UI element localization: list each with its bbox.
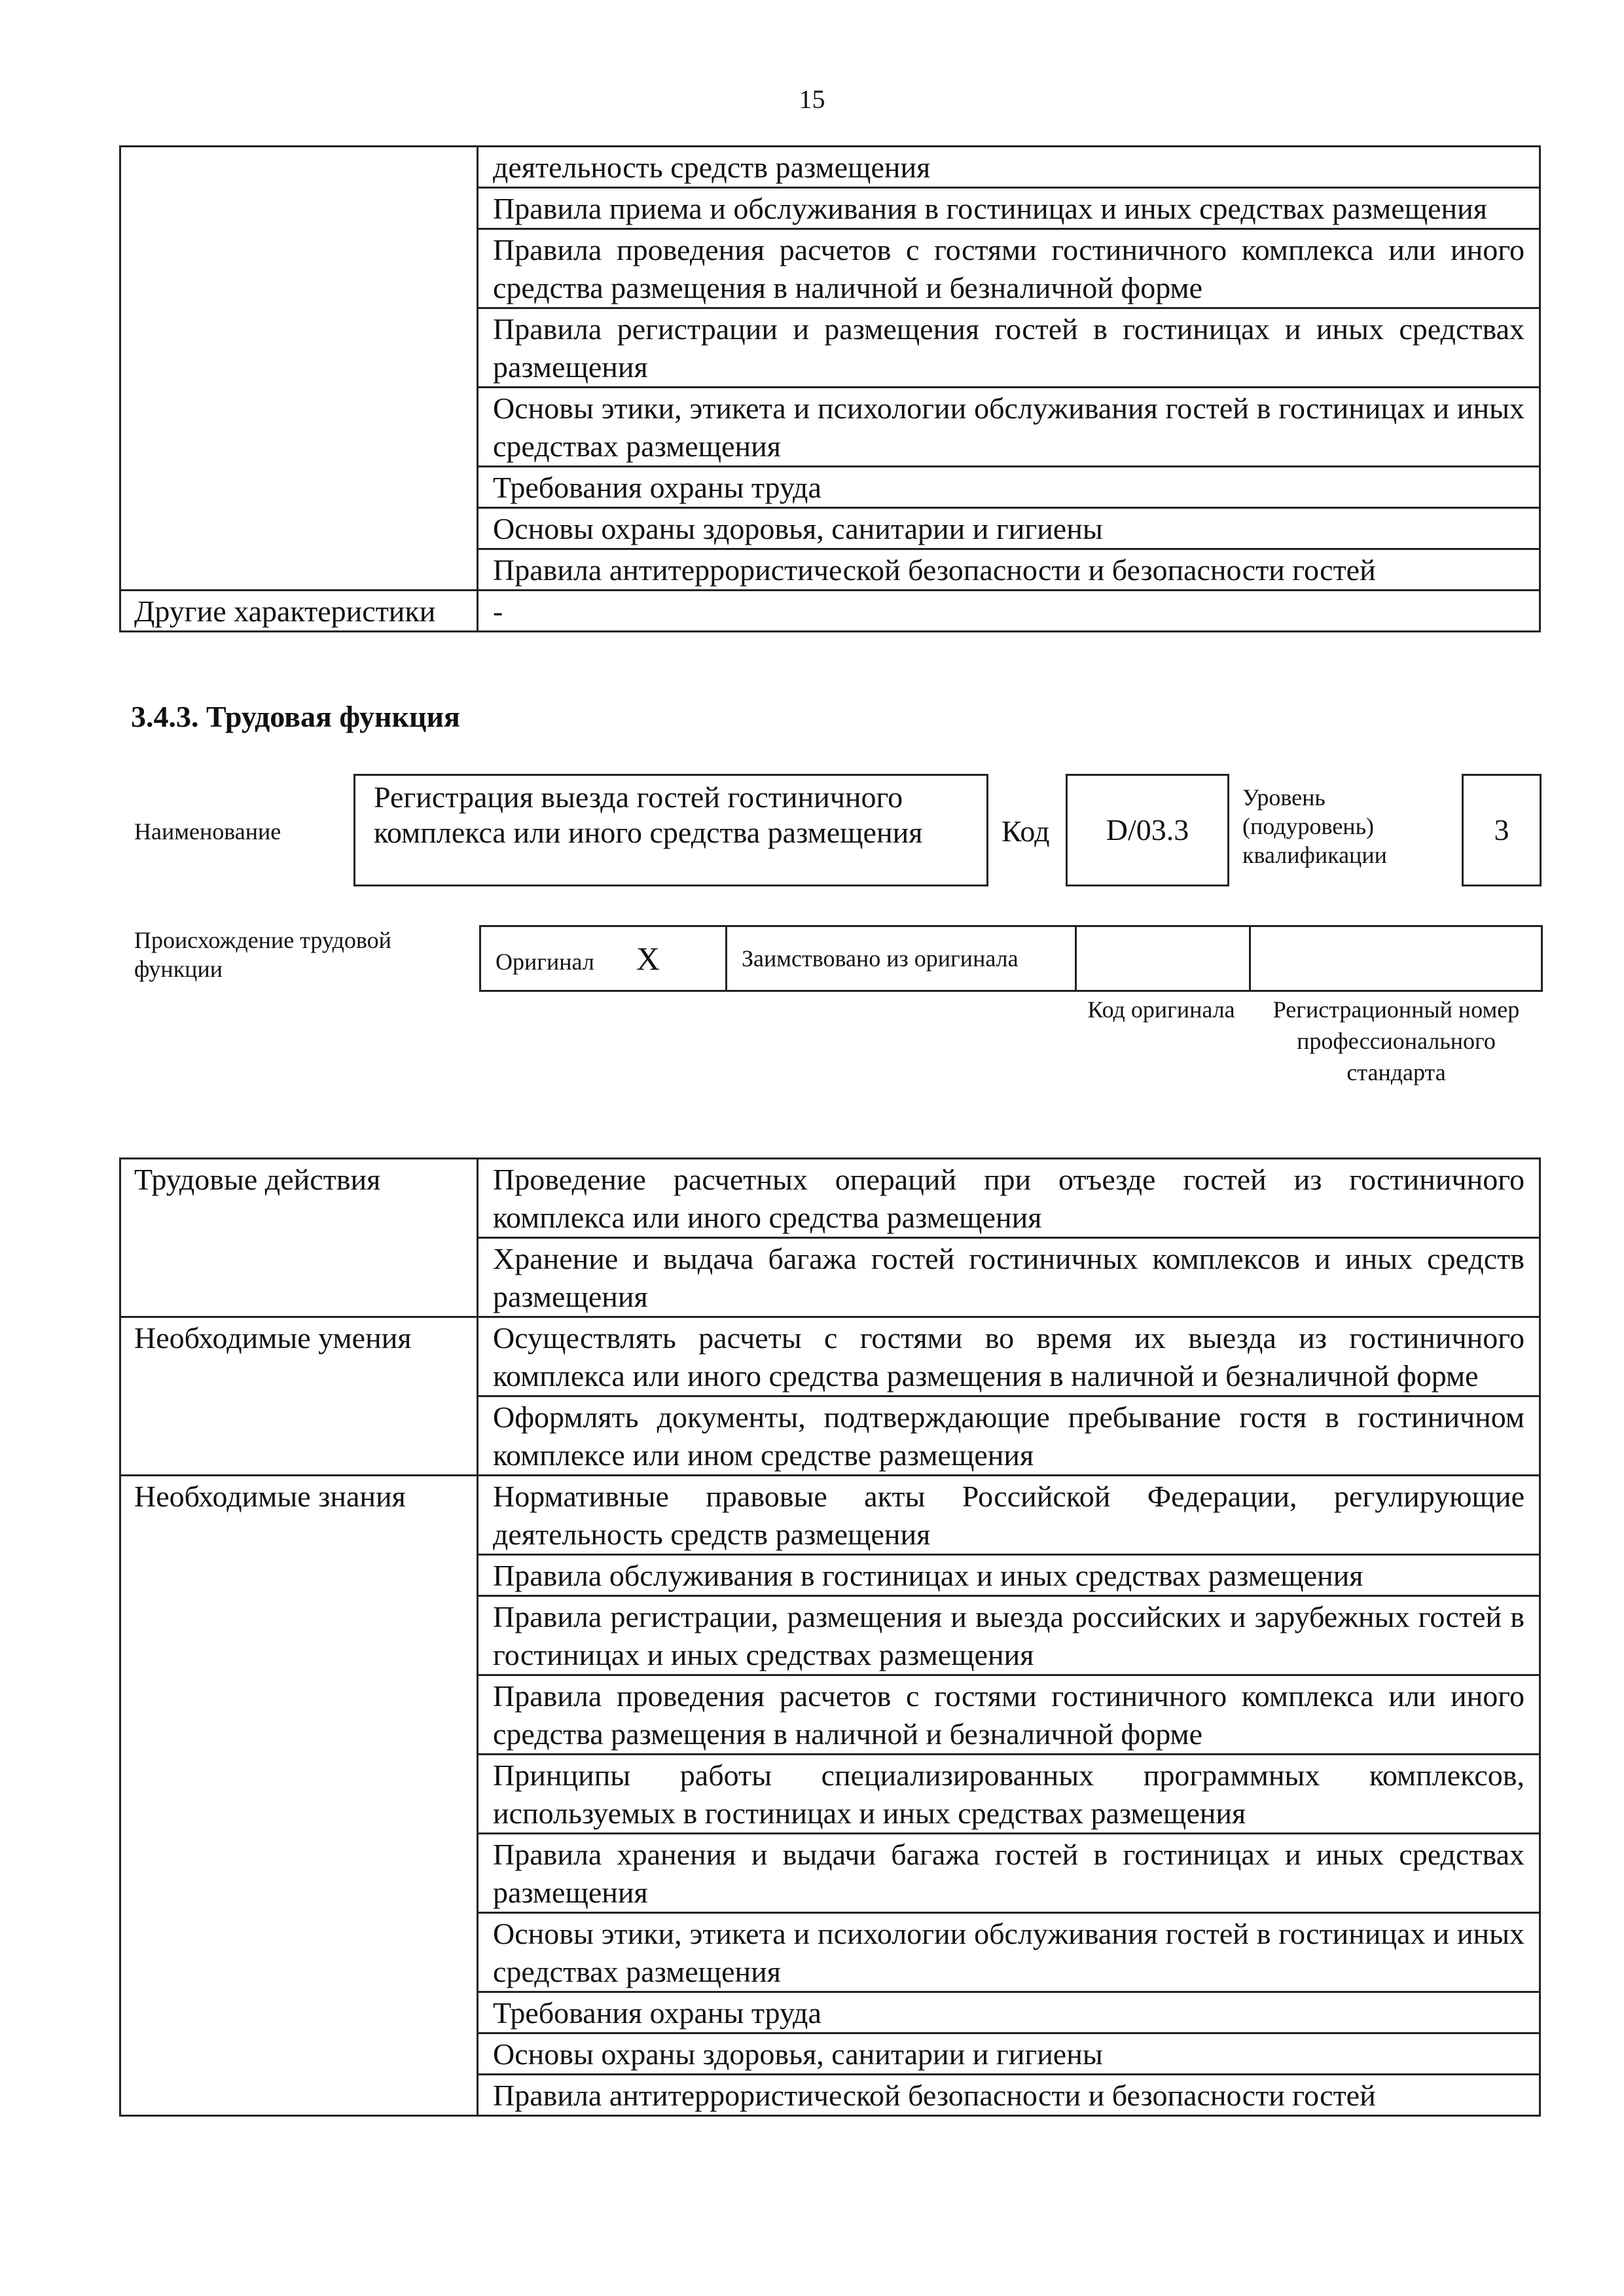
table-cell: Правила хранения и выдачи багажа гостей в гостиницах и иных средствах размещения	[478, 1834, 1540, 1913]
table-row	[120, 1317, 1540, 1396]
table-cell: Основы охраны здоровья, санитарии и гигиены	[478, 508, 1540, 549]
registration-number-caption: Регистрационный номер профессионального стандарта	[1272, 996, 1520, 1085]
function-name-value: Регистрация выезда гостей гостиничного комплекса или иного средства размещения	[353, 774, 988, 886]
empty-label-cell	[120, 147, 478, 591]
labor-actions-label: Трудовые действия	[120, 1159, 478, 1317]
labor-function-table	[119, 1157, 1541, 2117]
table-cell: Проведение расчетных операций при отъезде гостей из гостиничного комплекса или иного средства размещения	[478, 1159, 1540, 1238]
table-cell: Осуществлять расчеты с гостями во время их выезда из гостиничного комплекса или иного средства размещения в наличной и безналичной форме	[478, 1317, 1540, 1396]
table-cell: Правила обслуживания в гостиницах и иных средствах размещения	[478, 1555, 1540, 1596]
table-cell: Правила регистрации, размещения и выезда российских и зарубежных гостей в гостиницах и иных средствах размещения	[478, 1596, 1540, 1675]
section-title: 3.4.3. Трудовая функция	[131, 700, 460, 733]
borrowed-label: Заимствовано из оригинала	[742, 945, 1019, 972]
qualification-level-label: Уровень (подуровень) квалификации	[1242, 784, 1387, 868]
original-code-cell	[1076, 926, 1250, 991]
name-label: Наименование	[134, 818, 281, 845]
table-cell: Принципы работы специализированных программных комплексов, используемых в гостиницах и иных средствах размещения	[478, 1755, 1540, 1834]
knowledge-continuation-table	[119, 145, 1541, 632]
original-cell	[480, 926, 727, 991]
table-cell: Правила проведения расчетов с гостями гостиничного комплекса или иного средства размещения в наличной и безналичной форме	[478, 229, 1540, 308]
table-cell: Основы охраны здоровья, санитарии и гигиены	[478, 2033, 1540, 2075]
qualification-level-value: 3	[1462, 774, 1542, 886]
table-cell: Оформлять документы, подтверждающие пребывание гостя в гостиничном комплексе или ином средстве размещения	[478, 1396, 1540, 1476]
table-cell: Правила антитеррористической безопасности и безопасности гостей	[478, 2075, 1540, 2116]
origin-table	[479, 925, 1543, 992]
function-code-value: D/03.3	[1066, 774, 1229, 886]
table-cell: Требования охраны труда	[478, 1992, 1540, 2033]
original-mark: X	[636, 940, 660, 977]
original-label: Оригинал	[496, 949, 594, 975]
origin-label: Происхождение трудовой функции	[134, 927, 391, 982]
table-cell: Правила регистрации и размещения гостей в гостиницах и иных средствах размещения	[478, 308, 1540, 388]
registration-number-cell	[1250, 926, 1542, 991]
table-row	[120, 147, 1540, 188]
table-cell: Правила антитеррористической безопасности и безопасности гостей	[478, 549, 1540, 591]
table-row	[120, 1159, 1540, 1238]
table-cell: Основы этики, этикета и психологии обслуживания гостей в гостиницах и иных средствах размещения	[478, 1913, 1540, 1992]
code-label: Код	[1001, 814, 1050, 848]
original-code-caption: Код оригинала	[1087, 996, 1235, 1023]
borrowed-cell	[727, 926, 1076, 991]
table-cell: Хранение и выдача багажа гостей гостиничных комплексов и иных средств размещения	[478, 1238, 1540, 1317]
page-number: 15	[799, 84, 825, 114]
table-cell: Основы этики, этикета и психологии обслуживания гостей в гостиницах и иных средствах размещения	[478, 388, 1540, 467]
required-skills-label: Необходимые умения	[120, 1317, 478, 1476]
other-characteristics-label: Другие характеристики	[120, 591, 478, 632]
table-cell: Правила проведения расчетов с гостями гостиничного комплекса или иного средства размещения в наличной и безналичной форме	[478, 1675, 1540, 1755]
table-cell: Требования охраны труда	[478, 467, 1540, 508]
table-row	[120, 591, 1540, 632]
table-cell: Правила приема и обслуживания в гостиницах и иных средствах размещения	[478, 188, 1540, 229]
table-row	[120, 1476, 1540, 1555]
required-knowledge-label: Необходимые знания	[120, 1476, 478, 2116]
other-characteristics-value: -	[478, 591, 1540, 632]
table-cell: деятельность средств размещения	[478, 147, 1540, 188]
table-cell: Нормативные правовые акты Российской Федерации, регулирующие деятельность средств размещения	[478, 1476, 1540, 1555]
